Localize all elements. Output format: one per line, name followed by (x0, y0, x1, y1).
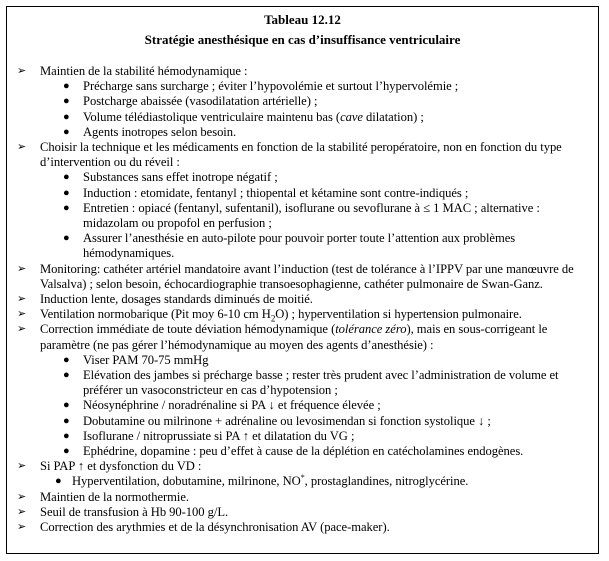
sub-list-item (17, 429, 591, 444)
sub-list-item (17, 186, 591, 201)
sub-list-item-text (83, 94, 317, 108)
list-item (17, 307, 591, 322)
list-item-text (40, 64, 248, 78)
list-item (17, 505, 591, 520)
dot-bullet-icon: ● (63, 95, 70, 108)
dot-bullet-icon: ● (63, 80, 70, 93)
dot-bullet-icon: ● (63, 186, 70, 199)
text-segment: Seuil de transfusion à Hb 90-100 g/L. (40, 504, 229, 519)
text-segment: Viser PAM 70-75 mmHg (83, 352, 209, 367)
arrow-bullet-icon: ➢ (17, 490, 27, 503)
arrow-bullet-icon: ➢ (17, 65, 27, 77)
text-segment: Postcharge abaissée (vasodilatation artérielle) ; (83, 94, 318, 109)
table-title: Tableau 12.12 (264, 12, 341, 27)
text-segment: Elévation des jambes si précharge basse ; rester très prudent avec l’administration de volume et préférer un vasoconstricteur en cas d’hypotension ; (83, 368, 562, 398)
list-item-text (40, 490, 189, 504)
arrow-bullet-icon: ➢ (17, 308, 27, 321)
sub-list-item (17, 231, 591, 261)
text-segment: Correction immédiate de toute déviation hémodynamique ( (40, 322, 336, 337)
sub-list-item-text (83, 398, 381, 412)
text-segment: Monitoring: cathéter artériel mandatoire avant l’induction (test de tolérance à l’IPPV par une manœuvre de Valsalva) ; selon besoin, échocardiographie transoesophagienne, cathéter pulmonaire de Swan-Ganz. (40, 261, 577, 291)
text-segment: Assurer l’anesthésie en auto-pilote pour pouvoir porter toute l’attention aux problèmes hémodynamiques. (83, 231, 519, 261)
sub-list-item-text (83, 353, 208, 367)
text-segment: Entretien : opiacé (fentanyl, sufentanil), isoflurane ou sevoflurane à ≤ 1 MAC ; alternative : midazolam ou propofol en perfusion ; (83, 200, 543, 231)
text-segment: cave (340, 109, 363, 124)
sub-list-item (17, 125, 591, 140)
text-segment: Hyperventilation, dobutamine, milrinone, NO (72, 474, 301, 489)
sub-list-item-text (83, 201, 543, 230)
sub-list-item (17, 398, 591, 413)
sub-list-item (17, 353, 591, 368)
sub-list-item-text (83, 414, 491, 428)
dot-bullet-icon: ● (63, 125, 70, 138)
sub-list-item-text (83, 170, 278, 184)
dot-bullet-icon: ● (63, 399, 70, 412)
sub-list-item (17, 110, 591, 125)
table-box (6, 6, 599, 554)
dot-bullet-icon: ● (63, 353, 70, 366)
text-segment: Dobutamine ou milrinone + adrénaline ou levosimendan si fonction systolique ↓ ; (83, 413, 491, 428)
text-segment: Ephédrine, dopamine : peu d’effet à cause de la déplétion en catécholamines endogènes. (83, 444, 524, 459)
sub-list-item-text (83, 186, 468, 200)
dot-bullet-icon: ● (63, 414, 70, 427)
list-item (17, 490, 591, 505)
text-segment: Maintien de la normothermie. (40, 489, 189, 504)
sub-list-item (17, 201, 591, 231)
arrow-bullet-icon: ➢ (17, 521, 27, 534)
dot-bullet-icon: ● (55, 475, 62, 488)
arrow-bullet-icon: ➢ (17, 141, 27, 154)
text-segment: Substances sans effet inotrope négatif ; (83, 170, 278, 185)
text-segment: ), mais en sous-corrigeant le paramètre (ne pas gérer l’hémodynamique au moyen des agents d’anesthésie) : (40, 322, 551, 352)
arrow-bullet-icon: ➢ (17, 505, 27, 518)
arrow-bullet-icon: ➢ (17, 323, 27, 336)
text-segment: * (300, 473, 305, 483)
text-segment: Agents inotropes selon besoin. (83, 124, 237, 139)
list-item-text (40, 140, 565, 169)
sub-list-item (17, 79, 591, 94)
arrow-bullet-icon: ➢ (17, 262, 27, 275)
text-segment: Induction lente, dosages standards diminués de moitié. (40, 292, 313, 307)
text-segment: Induction : etomidate, fentanyl ; thiopental et kétamine sont contre-indiqués ; (83, 185, 469, 200)
sub-list-item (17, 170, 591, 185)
text-segment: O) ; hyperventilation si hypertension pulmonaire. (275, 307, 522, 322)
list-item-text (40, 322, 550, 351)
list-item-text (40, 262, 577, 291)
text-segment: Si PAP ↑ et dysfonction du VD : (40, 459, 202, 474)
sub-list-item-text (83, 110, 424, 124)
text-segment: tolérance zéro (335, 322, 407, 337)
list-item (17, 520, 591, 535)
list-item (17, 292, 591, 307)
text-segment: Néosynéphrine / noradrénaline si PA ↓ et fréquence élevée ; (83, 398, 381, 413)
sub-list-item-text (83, 231, 518, 260)
sub-list-item-text (83, 79, 458, 93)
text-segment: Isoflurane / nitroprussiate si PA ↑ et dilatation du VG ; (83, 428, 355, 443)
list-item-text (40, 292, 313, 306)
list-item-text (40, 520, 390, 534)
dot-bullet-icon: ● (63, 171, 70, 184)
strategy-list (17, 64, 591, 535)
sub-list-item (17, 474, 591, 489)
dot-bullet-icon: ● (63, 369, 70, 382)
text-segment: Maintien de la stabilité hémodynamique : (40, 64, 248, 78)
sub-list-item-text (83, 429, 354, 443)
dot-bullet-icon: ● (63, 110, 70, 123)
text-segment: Correction des arythmies et de la désynchronisation AV (pace-maker). (40, 520, 390, 535)
sub-list-item-text (83, 125, 236, 139)
text-segment: 2 (270, 313, 276, 324)
sub-list-item (17, 94, 591, 109)
list-item (17, 64, 591, 79)
list-item (17, 140, 591, 170)
sub-list-item (17, 444, 591, 459)
text-segment: Précharge sans surcharge ; éviter l’hypovolémie et surtout l’hypervolémie ; (83, 79, 459, 94)
arrow-bullet-icon: ➢ (17, 293, 27, 306)
table-subtitle: Stratégie anesthésique en cas d’insuffisance ventriculaire (144, 32, 461, 47)
text-segment: dilatation) ; (362, 109, 424, 124)
text-segment: , prostaglandines, nitroglycérine. (304, 474, 469, 489)
dot-bullet-icon: ● (63, 201, 70, 214)
dot-bullet-icon: ● (63, 445, 70, 458)
list-item-text (40, 307, 522, 324)
list-item (17, 322, 591, 352)
list-item (17, 262, 591, 292)
dot-bullet-icon: ● (63, 232, 70, 245)
sub-list-item-text (83, 368, 562, 397)
list-item-text (40, 459, 201, 473)
sub-list-item (17, 414, 591, 429)
text-segment: Volume télédiastolique ventriculaire maintenu bas ( (83, 109, 341, 124)
arrow-bullet-icon: ➢ (17, 460, 27, 473)
dot-bullet-icon: ● (63, 429, 70, 442)
sub-list-item (17, 368, 591, 398)
list-item (17, 459, 591, 474)
sub-list-item-text (72, 474, 468, 488)
sub-list-item-text (83, 444, 523, 458)
text-segment: Choisir la technique et les médicaments en fonction de la stabilité peropératoire, non en fonction du type d’intervention ou du réveil : (40, 140, 565, 170)
text-segment: Ventilation normobarique (Pit moy 6-10 cm H (40, 307, 271, 322)
list-item-text (40, 505, 228, 519)
